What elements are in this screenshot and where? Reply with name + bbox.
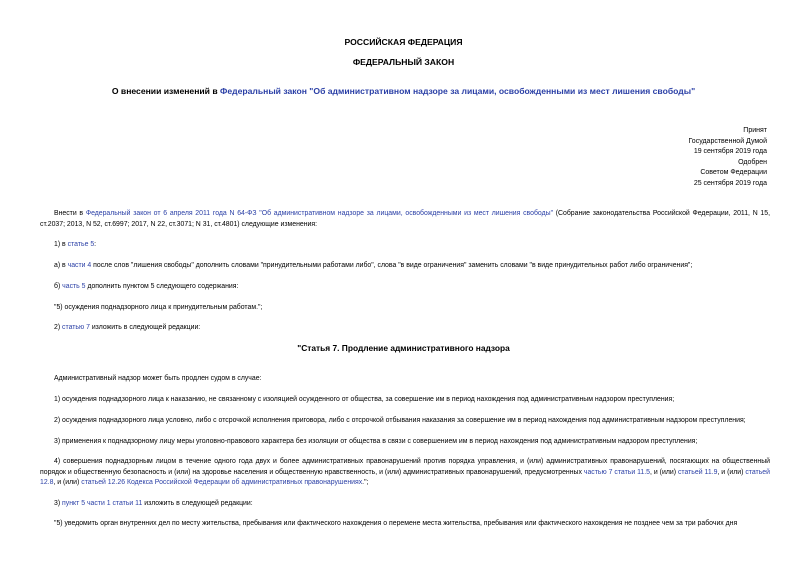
item-1b-prefix: б) [54, 283, 63, 290]
part-5-link[interactable]: часть 5 [62, 283, 86, 290]
adopted-date: 19 сентября 2019 года [693, 148, 767, 156]
title-prefix: О внесении изменений в [111, 86, 221, 96]
adopted-body: Государственной Думой [688, 137, 767, 145]
item-2-prefix: 2) [54, 324, 63, 331]
article-point-1: 1) осуждения поднадзорного лица к наказанию, не связанному с изоляцией осужденного от общества, за совершение им в период нахождения под административным надзором преступления; [54, 396, 675, 403]
item-3-text: "5) уведомить орган внутренних дел по месту жительства, пребывания или фактического нахождения о перемене места жительства, пребывания или фактического нахождения не позднее чем за три рабочих дня [54, 520, 738, 527]
link-art-11-9[interactable]: статьей 11.9 [677, 468, 718, 476]
link-part-7-art-11-5[interactable]: частью 7 статьи 11.5 [583, 468, 651, 476]
part-4-link[interactable]: части 4 [67, 262, 92, 269]
approved-body: Советом Федерации [700, 169, 767, 177]
item-2-suffix: изложить в следующей редакции: [89, 324, 201, 331]
item-1a-suffix: после слов "лишения свободы" дополнить словами "принудительными работами либо", слова "в виде ограничения" заменить словами "в виде принудительных работ либо ограничения"; [91, 262, 693, 269]
point-4-sep-2: , и (или) [717, 468, 746, 476]
point-4-suffix: ."; [362, 479, 369, 486]
article-point-3: 3) применения к поднадзорному лицу меры уголовно-правового характера без изоляции от общества в связи с совершением им в период нахождения под административным надзором преступления; [54, 438, 698, 445]
intro-prefix: Внести в [54, 210, 86, 217]
document-title [0, 86, 807, 96]
item-3-suffix: изложить в следующей редакции: [142, 500, 253, 507]
title-law-link[interactable]: Федеральный закон "Об административном надзоре за лицами, освобожденными из мест лишения свободы" [220, 86, 696, 96]
item-1b [54, 282, 768, 293]
item-1-prefix: 1) в [54, 241, 68, 248]
item-3-prefix: 3) [54, 500, 63, 507]
country-heading: РОССИЙСКАЯ ФЕДЕРАЦИЯ [344, 37, 463, 47]
approved-date: 25 сентября 2019 года [693, 179, 767, 187]
article-point-4 [40, 457, 770, 489]
article-intro: Административный надзор может быть продлен судом в случае: [54, 375, 262, 382]
adopted-label: Принят [743, 127, 767, 134]
item-1a-prefix: а) в [54, 262, 68, 269]
link-art-12-8[interactable]: статьей 12.8 [40, 468, 770, 486]
point-4-text: 4) совершения поднадзорным лицом в течение одного года двух и более административных правонарушений против порядка управления, и (или) административных правонарушений, посягающих на общественный порядок и общественную безопасность и (или) на здоровье населения и общественную нравственность, и (или) административных правонарушений, предусмотренных [40, 458, 770, 476]
intro-law-link[interactable]: Федеральный закон от 6 апреля 2011 года N 64-ФЗ "Об административном надзоре за лицами, освобожденными из мест лишения свободы" [85, 210, 554, 217]
intro-paragraph [40, 209, 770, 230]
item-1a [54, 261, 768, 272]
item-1b-suffix: дополнить пунктом 5 следующего содержания: [85, 283, 239, 290]
article-7-link[interactable]: статью 7 [62, 324, 90, 331]
intro-suffix: (Собрание законодательства Российской Федерации, 2011, N 15, ст.2037; 2013, N 52, ст.6997; 2017, N 22, ст.3071; N 31, ст.4801) следующие изменения: [40, 210, 770, 228]
adoption-block [688, 126, 767, 190]
article-7-heading: "Статья 7. Продление административного надзора [297, 343, 510, 353]
item-1-suffix: : [94, 241, 97, 248]
approved-label: Одобрен [738, 158, 767, 166]
article-point-2: 2) осуждения поднадзорного лица условно, либо с отсрочкой исполнения приговора, либо с отсрочкой отбывания наказания за совершение им в период нахождения под административным надзором преступления; [54, 417, 746, 424]
link-art-12-26-koap[interactable]: статьей 12.26 Кодекса Российской Федерации об административных правонарушениях [81, 479, 363, 486]
article-5-link[interactable]: статье 5 [67, 241, 95, 248]
point-4-sep-1: , и (или) [650, 468, 678, 476]
law-type-heading: ФЕДЕРАЛЬНЫЙ ЗАКОН [352, 57, 455, 67]
item-1b-text: "5) осуждения поднадзорного лица к принудительным работам."; [54, 304, 263, 311]
item-1 [54, 240, 768, 251]
item-2 [54, 323, 768, 334]
point-4-sep-3: , и (или) [53, 479, 82, 486]
point-5-part-1-art-11-link[interactable]: пункт 5 части 1 статьи 11 [62, 500, 143, 507]
item-3 [54, 499, 768, 510]
